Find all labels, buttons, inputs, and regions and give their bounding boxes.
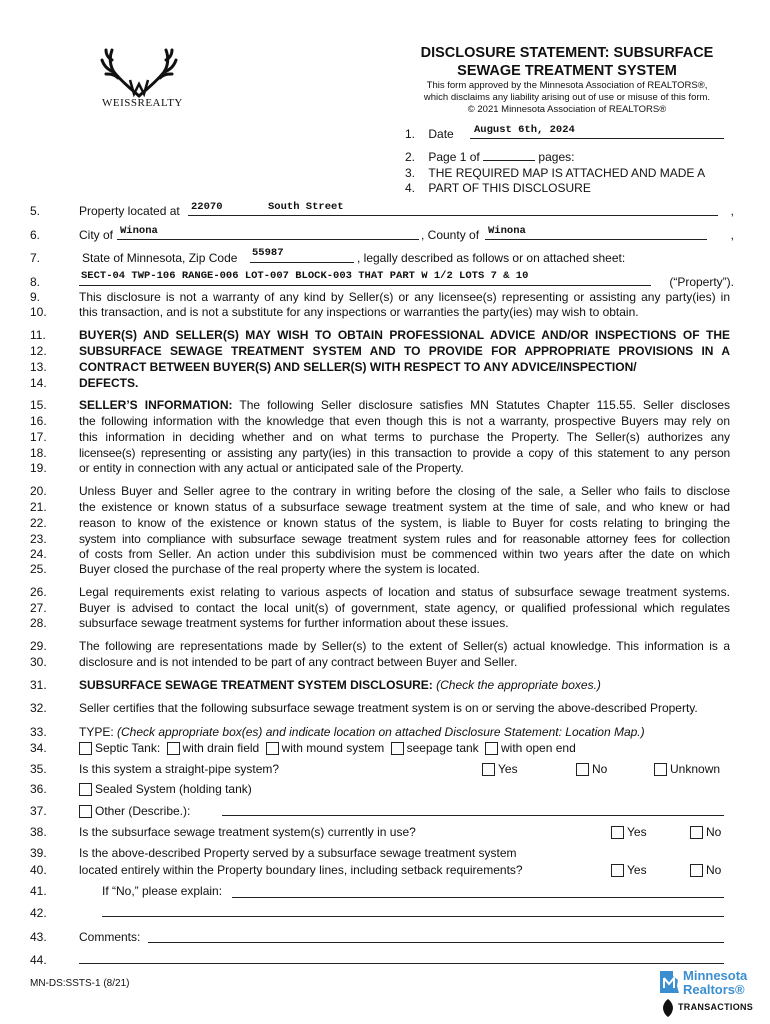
property-address-line[interactable]: [188, 215, 718, 216]
title-line-1: DISCLOSURE STATEMENT: SUBSURFACE: [420, 45, 714, 61]
document-title: [410, 44, 724, 80]
form-id: MN-DS:SSTS-1 (8/21): [30, 978, 130, 989]
approval-notice: [404, 80, 730, 116]
explain-line-2[interactable]: [102, 916, 724, 917]
septic-tank-checkbox[interactable]: [79, 742, 92, 755]
seepage-tank-checkbox[interactable]: [391, 742, 404, 755]
legal-description-value[interactable]: SECT-04 TWP-106 RANGE-006 LOT-007 BLOCK-003 THAT PART W 1/2 LOTS 7 & 10: [81, 270, 529, 282]
line-3: 3. THE REQUIRED MAP IS ATTACHED AND MADE A: [405, 166, 706, 180]
approval-line-1: This form approved by the Minnesota Association of REALTORS®,: [426, 80, 708, 91]
in-use-yes-checkbox[interactable]: [611, 826, 624, 839]
mn-brand-line-2: Realtors®: [683, 982, 745, 997]
line-4: 4. PART OF THIS DISCLOSURE: [405, 181, 591, 195]
approval-line-2: which disclaims any liability arising out of use or misuse of this form.: [423, 92, 711, 103]
mound-system-checkbox[interactable]: [266, 742, 279, 755]
house-number-value[interactable]: 22070: [191, 201, 223, 213]
zip-value[interactable]: 55987: [252, 247, 284, 259]
legal-description-line[interactable]: [79, 285, 651, 286]
date-field-line[interactable]: [470, 138, 724, 139]
date-label: Date: [428, 127, 454, 141]
county-field-line[interactable]: [485, 239, 707, 240]
transactions-icon: [660, 998, 676, 1018]
comments-line-1[interactable]: [148, 942, 724, 943]
explain-line-1[interactable]: [232, 897, 724, 898]
other-checkbox[interactable]: [79, 805, 92, 818]
approval-line-3: © 2021 Minnesota Association of REALTORS®: [467, 104, 667, 115]
city-field-line[interactable]: [117, 239, 419, 240]
line-1: 1. Date: [405, 127, 454, 141]
in-use-no-checkbox[interactable]: [690, 826, 703, 839]
disclosure-heading: SUBSURFACE SEWAGE TREATMENT SYSTEM DISCLOSURE:: [79, 678, 433, 692]
transactions-label: TRANSACTIONS: [678, 1002, 754, 1012]
mn-state-icon: [658, 970, 680, 994]
zip-field-line[interactable]: [250, 262, 354, 263]
other-describe-line[interactable]: [222, 815, 724, 816]
straight-pipe-no-checkbox[interactable]: [576, 763, 589, 776]
within-boundary-no-checkbox[interactable]: [690, 864, 703, 877]
mn-brand-line-1: Minnesota: [683, 968, 748, 983]
straight-pipe-unknown-checkbox[interactable]: [654, 763, 667, 776]
drain-field-checkbox[interactable]: [167, 742, 180, 755]
title-line-2: SEWAGE TREATMENT SYSTEM: [457, 63, 677, 79]
page-count-field[interactable]: [483, 150, 535, 161]
sealed-system-checkbox[interactable]: [79, 783, 92, 796]
street-value[interactable]: South Street: [268, 201, 344, 213]
within-boundary-yes-checkbox[interactable]: [611, 864, 624, 877]
sellers-information-heading: SELLER’S INFORMATION:: [79, 398, 233, 412]
minnesota-realtors-logo: [658, 968, 760, 1020]
county-value[interactable]: Winona: [488, 225, 526, 237]
line-2: 2. Page 1 of pages:: [405, 150, 575, 164]
straight-pipe-yes-checkbox[interactable]: [482, 763, 495, 776]
city-value[interactable]: Winona: [120, 225, 158, 237]
date-value[interactable]: August 6th, 2024: [474, 124, 575, 136]
brand-name: WEISSREALTY: [102, 97, 183, 109]
open-end-checkbox[interactable]: [485, 742, 498, 755]
comments-line-2[interactable]: [79, 963, 724, 964]
